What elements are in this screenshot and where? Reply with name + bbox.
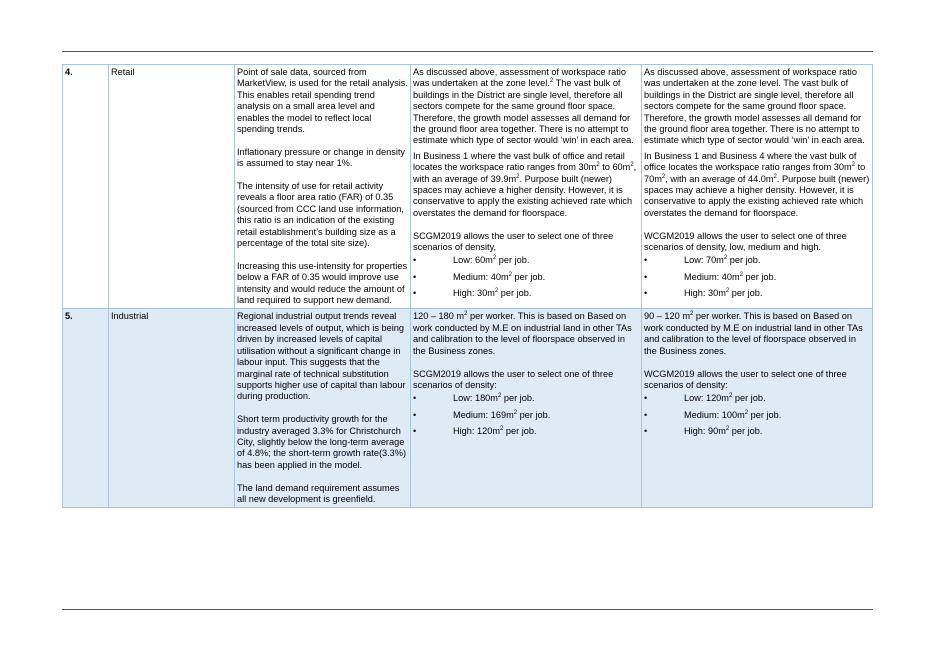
row-number: 4.: [63, 65, 109, 309]
footnote-ref: 2: [549, 78, 554, 85]
header-rule: [62, 51, 873, 52]
paragraph: The land demand requirement assumes all new development is greenfield.: [237, 482, 400, 504]
paragraph: As discussed above, assessment of workspace ratio was undertaken at the zone level. The vast bulk of buildings in the District are single level, therefore all sectors compete for the same ground floor space. Therefore, the growth model assesses all demand for the ground floor area together. There is no attempt to estimate which type of sector would ‘win’ in each area.: [644, 67, 865, 146]
assumptions-cell: [235, 65, 411, 309]
list-item: • Medium: $40m^2$ per job.: [413, 272, 639, 283]
paragraph: Regional industrial output trends reveal increased levels of output, which is being driven by increased levels of capital utilisation without a significant change in labour input. This suggests that the marginal rate of technical substitution supports higher use of capital than labour during production.: [237, 311, 406, 402]
scgm-cell: [411, 65, 642, 309]
paragraph: 120 – 180 $m^2$ per worker. This is based on Based on work conducted by M.E on industrial land in other TAs and calibration to the level of floorspace observed in the Business zones.: [413, 311, 632, 356]
paragraph: 90 – 120 $m^2$ per worker. This is based on Based on work conducted by M.E on industrial land in other TAs and calibration to the level of floorspace observed in the Business zones.: [644, 311, 863, 356]
row-number: 5.: [63, 309, 109, 508]
scenario-intro: SCGM2019 allows the user to select one of three scenarios of density,: [413, 230, 614, 253]
list-item: • High: $120m^2$ per job.: [413, 426, 639, 437]
scgm-cell: [411, 309, 642, 508]
sector-name: Retail: [109, 65, 235, 309]
paragraph: Short term productivity growth for the industry averaged 3.3% for Christchurch City, slightly below the long-term average of 4.8%; the short-term growth rate(3.3%) has been applied in the model.: [237, 414, 407, 470]
table-row: [63, 65, 873, 309]
list-item: • Medium: $100m^2$ per job.: [644, 410, 870, 421]
list-item: • Low: $180m^2$ per job.: [413, 393, 639, 404]
scenario-list: [413, 255, 639, 299]
scenario-intro: WCGM2019 allows the user to select one of three scenarios of density:: [644, 368, 847, 390]
sector-name: Industrial: [109, 309, 235, 508]
list-item: • Low: $120m^2$ per job.: [644, 393, 870, 404]
wcgm-cell: [642, 309, 873, 508]
list-item: • Low: $70m^2$ per job.: [644, 255, 870, 266]
list-item: • Low: $60m^2$ per job.: [413, 255, 639, 266]
table-row: [63, 309, 873, 508]
scenario-list: [644, 393, 870, 437]
list-item: • Medium: $169m^2$ per job.: [413, 410, 639, 421]
paragraph: Point of sale data, sourced from MarketView, is used for the retail analysis. This enables retail spending trend analysis on a small area level and enables the model to reflect local spending trends.: [237, 67, 408, 135]
paragraph: In Business 1 and Business 4 where the vast bulk of office locates the workspace ratio ranges from $30m^2$ to $70m^2$, with an average of $44.0m^2$. Purpose built (newer) spaces may achieve a higher density. However, it is conservative to apply the existing achieved rate which overstates the demand for floorspace.: [644, 150, 870, 218]
paragraph: As discussed above, assessment of workspace ratio was undertaken at the zone level.$^2$ The vast bulk of buildings in the District are single level, therefore all sectors compete for the same ground floor space. Therefore, the growth model assesses all demand for the ground floor area together. There is no attempt to estimate which type of sector would ‘win’ in each area.: [413, 67, 634, 146]
scenario-list: [644, 255, 870, 299]
paragraph: Increasing this use-intensity for properties below a FAR of 0.35 would improve use intensity and would reduce the amount of land required to support new demand.: [237, 260, 408, 306]
assumptions-cell: [235, 309, 411, 508]
paragraph: The intensity of use for retail activity reveals a floor area ratio (FAR) of 0.35 (sourced from CCC land use information, this ratio is an indication of the existing retail establishment’s building size as a percentage of the total site size).: [237, 181, 404, 249]
list-item: • High: $30m^2$ per job.: [413, 288, 639, 299]
list-item: • Medium: $40m^2$ per job.: [644, 272, 870, 283]
footer-rule: [62, 609, 873, 610]
scenario-list: [413, 393, 639, 437]
wcgm-cell: [642, 65, 873, 309]
list-item: • High: $30m^2$ per job.: [644, 288, 870, 299]
assumptions-table: [62, 64, 873, 508]
list-item: • High: $90m^2$ per job.: [644, 426, 870, 437]
paragraph: Inflationary pressure or change in density is assumed to stay near 1%.: [237, 146, 406, 169]
paragraph: In Business 1 where the vast bulk of office and retail locates the workspace ratio ranges from $30m^2$ to $60m^2$, with an average of $39.9m^2$. Purpose built (newer) spaces may achieve a higher density. However, it is conservative to apply the existing achieved rate which overstates the demand for floorspace.: [413, 150, 637, 218]
scenario-intro: WCGM2019 allows the user to select one of three scenarios of density, low, medium and high.: [644, 230, 847, 253]
scenario-intro: SCGM2019 allows the user to select one of three scenarios of density:: [413, 368, 614, 390]
